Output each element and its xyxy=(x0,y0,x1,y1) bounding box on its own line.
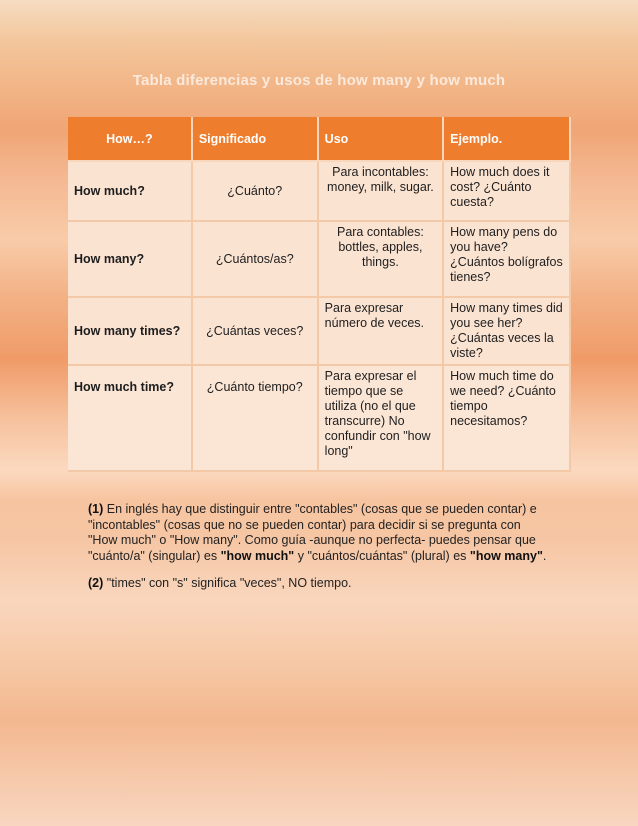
footnotes xyxy=(88,502,550,604)
row-uso: Para contables: bottles, apples, things. xyxy=(319,222,444,298)
footnote-2 xyxy=(88,576,550,592)
footnote-2-text: "times" con "s" significa "veces", NO tiempo. xyxy=(106,576,352,590)
row-significado: ¿Cuántas veces? xyxy=(193,298,319,366)
row-uso: Para incontables: money, milk, sugar. xyxy=(319,162,444,222)
how-many-much-table xyxy=(68,117,571,472)
row-uso: Para expresar el tiempo que se utiliza (no el que transcurre) No confundir con "how long" xyxy=(319,366,444,472)
row-significado: ¿Cuánto tiempo? xyxy=(193,366,319,472)
footnote-1-marker: (1) xyxy=(88,502,104,516)
footnote-1-bold-a: "how much" xyxy=(220,548,295,563)
header-ejemplo: Ejemplo. xyxy=(444,117,571,162)
row-how: How much time? xyxy=(68,366,193,472)
row-how: How many? xyxy=(68,222,193,298)
footnote-2-marker: (2) xyxy=(88,576,104,590)
footnote-1-text-c: . xyxy=(542,548,547,563)
row-how: How many times? xyxy=(68,298,193,366)
row-ejemplo: How many times did you see her? ¿Cuántas veces la viste? xyxy=(444,298,571,366)
table-row xyxy=(68,222,571,298)
header-uso: Uso xyxy=(319,117,444,162)
footnote-1-text-b: y "cuántos/cuántas" (plural) es xyxy=(297,548,467,563)
table-row xyxy=(68,366,571,472)
row-how: How much? xyxy=(68,162,193,222)
footnote-1 xyxy=(88,502,550,564)
table-row xyxy=(68,298,571,366)
footnote-1-text-a: En inglés hay que distinguir entre "contables" (cosas que se pueden contar) e "incontables" (cosas que no se pueden contar) para decidir si se pregunta con "How much" o "How many". Como guía -aunque no perfecta- puedes pensar que "cuánto/a" (singular) es xyxy=(88,502,537,563)
header-significado: Significado xyxy=(193,117,319,162)
row-ejemplo: How much time do we need? ¿Cuánto tiempo necesitamos? xyxy=(444,366,571,472)
footnote-1-bold-b: "how many" xyxy=(469,548,543,563)
row-significado: ¿Cuánto? xyxy=(193,162,319,222)
row-ejemplo: How much does it cost? ¿Cuánto cuesta? xyxy=(444,162,571,222)
row-uso: Para expresar número de veces. xyxy=(319,298,444,366)
header-how: How…? xyxy=(68,117,193,162)
row-significado: ¿Cuántos/as? xyxy=(193,222,319,298)
document-title: Tabla diferencias y usos de how many y how much xyxy=(132,72,506,89)
table-header-row xyxy=(68,117,571,162)
row-ejemplo: How many pens do you have? ¿Cuántos bolígrafos tienes? xyxy=(444,222,571,298)
table-row xyxy=(68,162,571,222)
